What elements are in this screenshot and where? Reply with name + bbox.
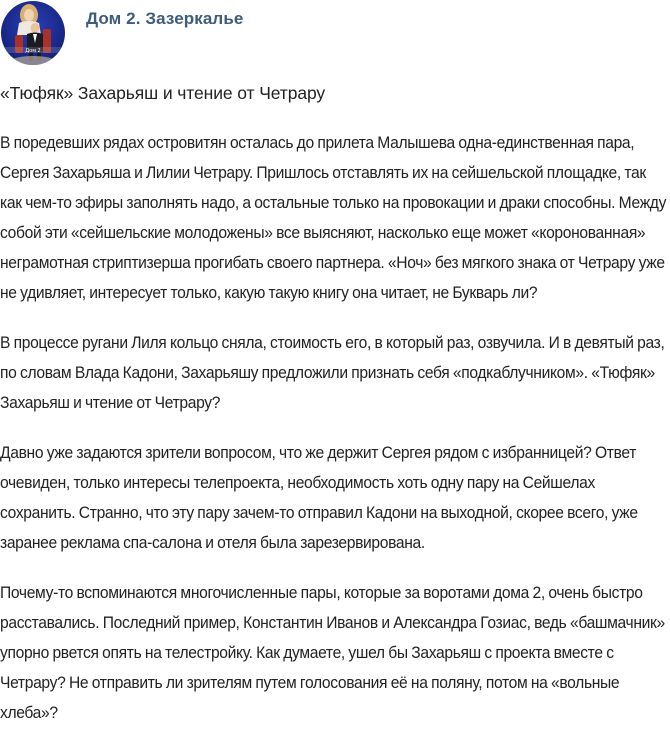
channel-name-link[interactable]: Дом 2. Зазеркалье [86, 9, 244, 28]
article-paragraph: В процессе ругани Лиля кольцо сняла, стоимость его, в который раз, озвучила. И в девятый раз, по словам Влада Кадони, Захарьяшу предложили признать себя «подкаблучником». «Тюфяк» Захарьяш и чтение от Четрару? [0, 334, 665, 412]
avatar-image-icon [1, 1, 65, 65]
article-title: «Тюфяк» Захарьяш и чтение от Четрару [0, 83, 326, 103]
article-paragraph: Давно уже задаются зрители вопросом, что же держит Сергея рядом с избранницей? Ответ очевиден, только интересы телепроекта, необходимость хоть одну пару на Сейшелах сохранить. Странно, что эту пару зачем-то отправил Кадони на выходной, скорее всего, уже заранее реклама спа-салона и отеля была зарезервирована. [0, 444, 638, 552]
channel-avatar[interactable] [1, 1, 65, 65]
post-header [0, 0, 670, 70]
article-body [0, 78, 668, 748]
svg-text:Дом 2: Дом 2 [25, 48, 41, 54]
article-paragraph: В поредевших рядах островитян осталась до прилета Малышева одна-единственная пара, Сергея Захарьяша и Лилии Четрару. Пришлось отставлять их на сейшельской площадке, так как чем-то эфиры заполнять надо, а остальные только на провокации и драки способны. Между собой эти «сейшельские молодожены» все выясняют, насколько еще может «коронованная» неграмотная стриптизерша прогибать своего партнера. «Ноч» без мягкого знака от Четрару уже не удивляет, интересует только, какую такую книгу она читает, не Букварь ли? [0, 134, 667, 302]
article-paragraph: Почему-то вспоминаются многочисленные пары, которые за воротами дома 2, очень быстро расставались. Последний пример, Константин Иванов и Александра Гозиас, ведь «башмачник» упорно рвется опять на телестройку. Как думаете, ушел бы Захарьяш с проекта вместе с Четрару? Не отправить ли зрителям путем голосования её на поляну, потом на «вольные хлеба»? [0, 584, 665, 722]
